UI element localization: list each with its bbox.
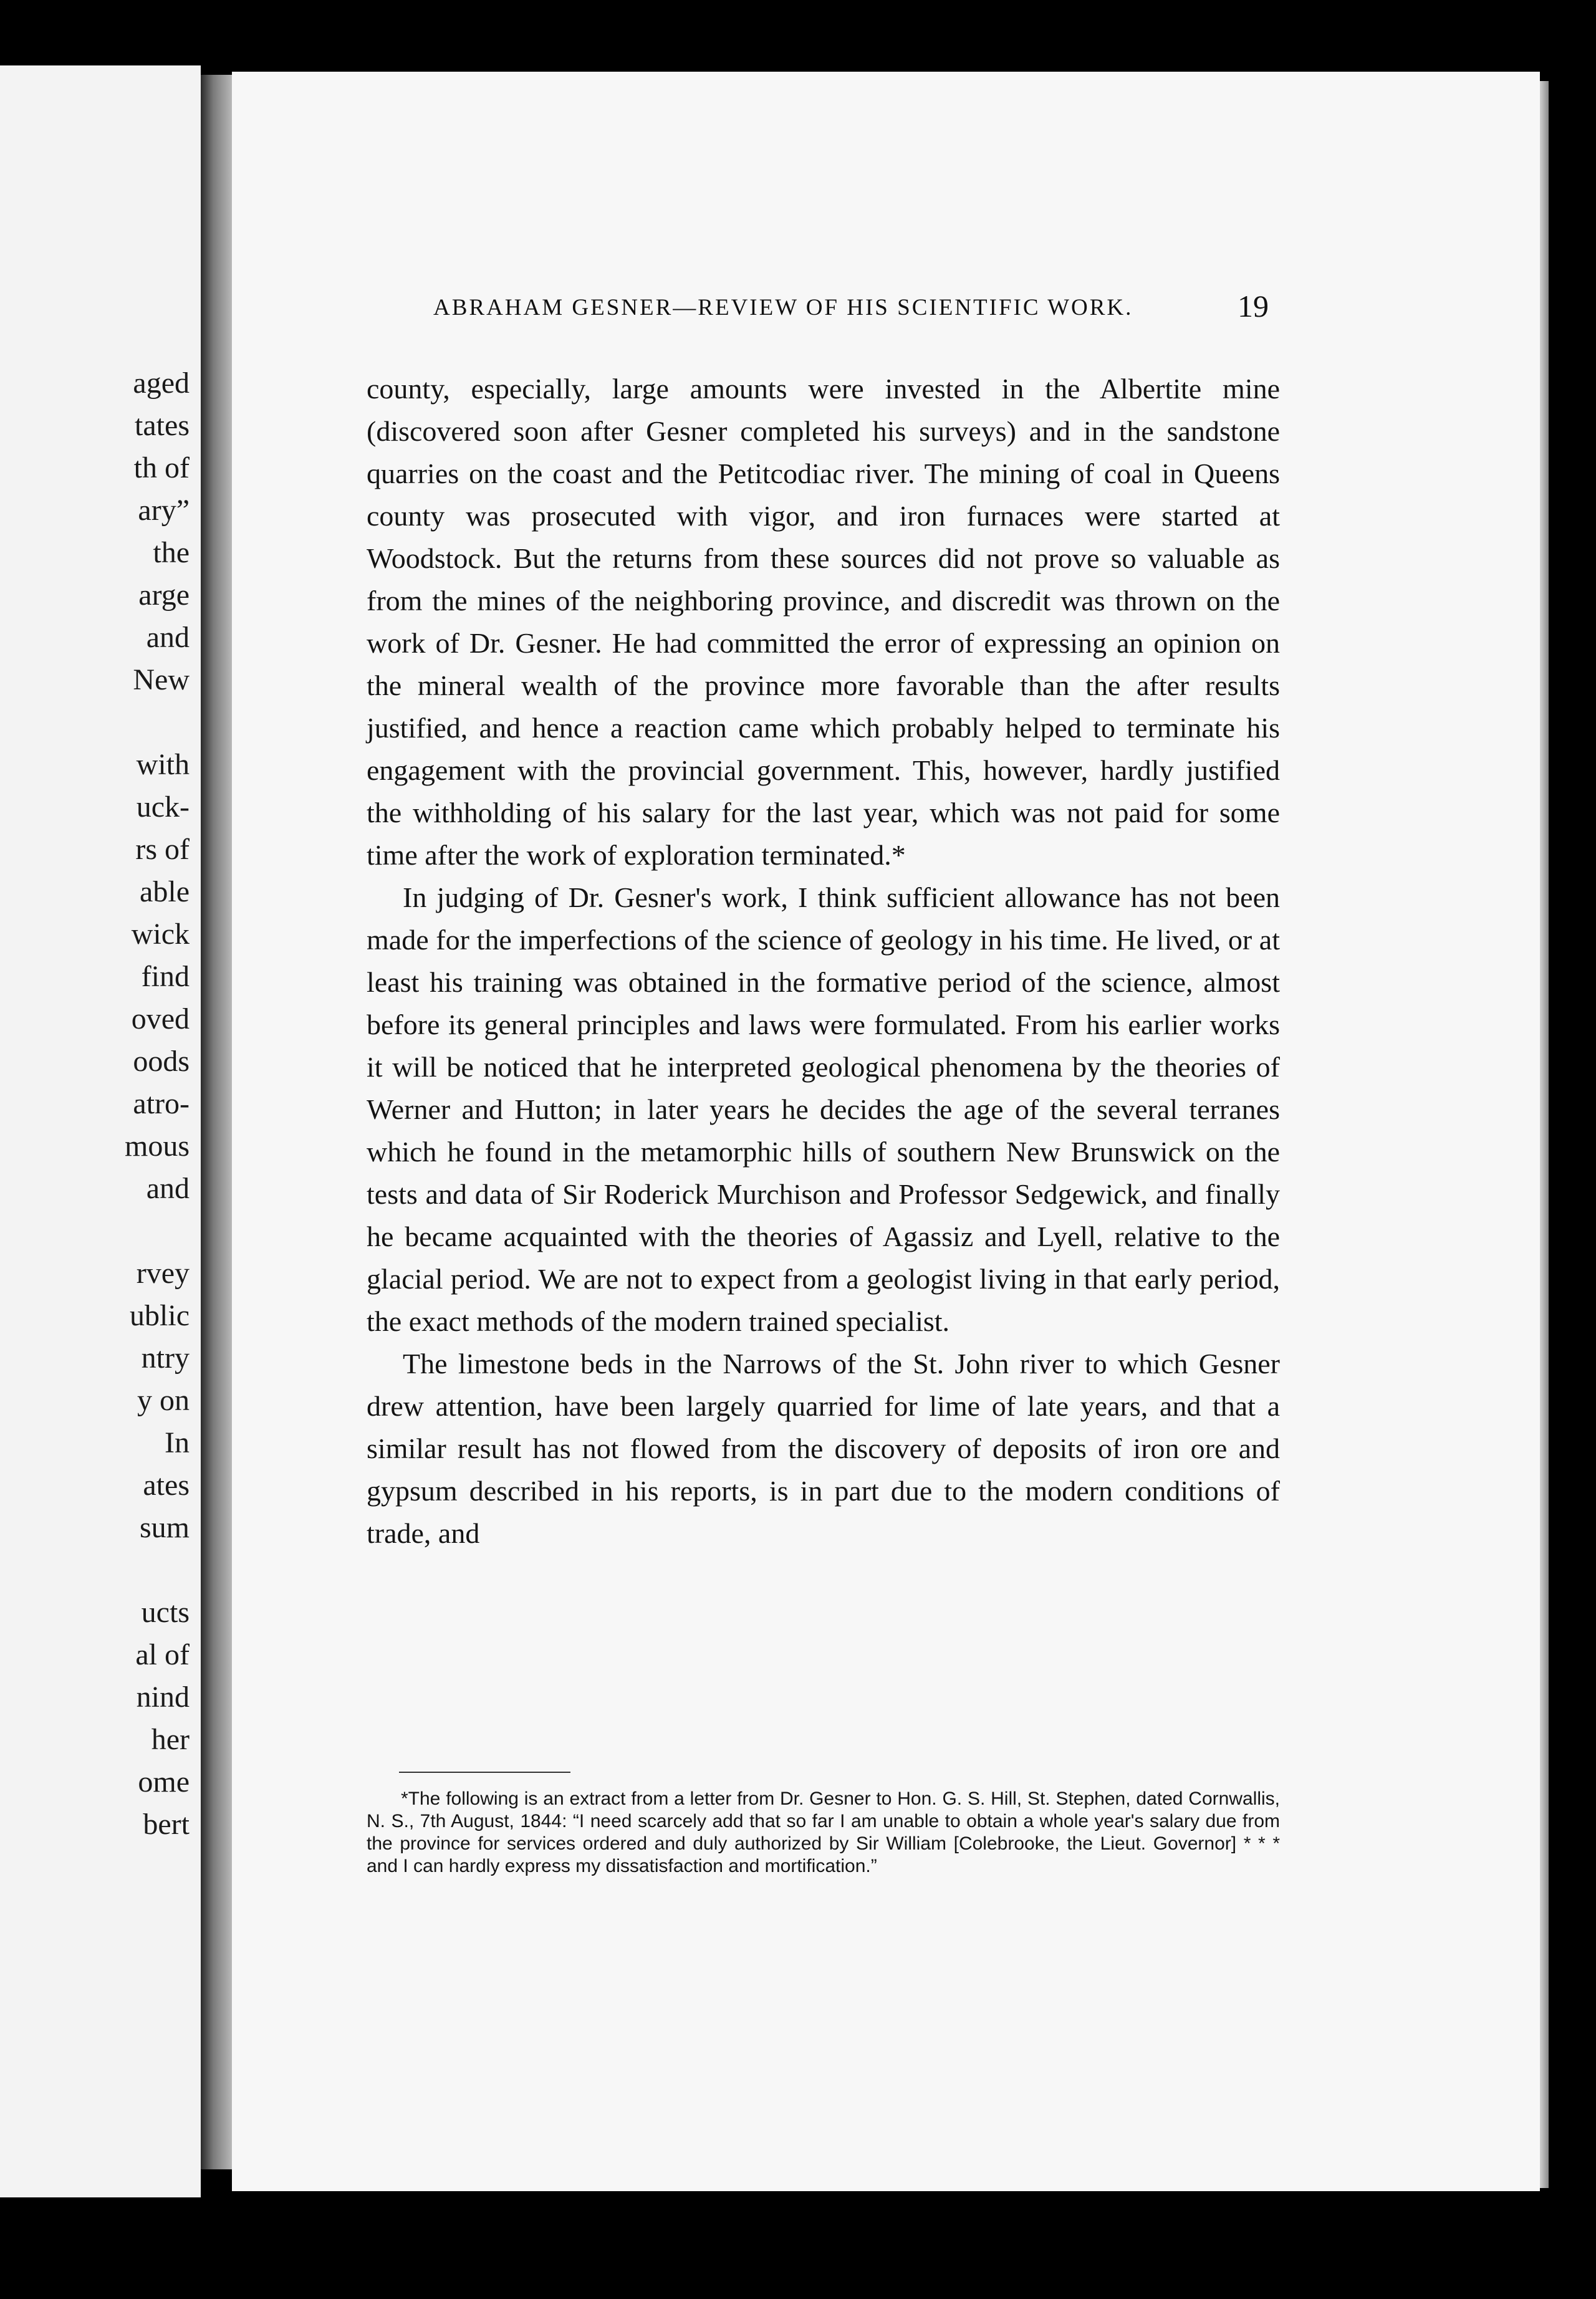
left-page-fragment: aged <box>133 367 190 400</box>
left-page-fragment: her <box>151 1723 190 1756</box>
left-page-fragment: find <box>141 960 190 993</box>
left-page-fragment: ublic <box>130 1299 190 1332</box>
footnote: *The following is an extract from a letter from Dr. Gesner to Hon. G. S. Hill, St. Stephen, dated Cornwallis, N. S., 7th August, 1844: “I need scarcely add that so far I am unable to obtain a whole year's salary due from the province for services ordered and duly authorized by Sir William [Colebrooke, the Lieut. Governor] * * * and I can hardly express my dissatisfaction and mortification.” <box>367 1788 1280 1876</box>
book-gutter <box>201 75 232 2169</box>
body-text <box>367 368 1280 1555</box>
left-page-fragment: the <box>153 536 190 569</box>
footnote-rule <box>399 1772 570 1773</box>
left-page <box>0 65 201 2197</box>
left-page-fragment: ntry <box>141 1341 190 1375</box>
left-page-fragment: able <box>140 875 190 908</box>
paragraph: In judging of Dr. Gesner's work, I think sufficient allowance has not been made for the imperfections of the science of geology in his time. He lived, or at least his training was obtained in the formative period of the science, almost before its general principles and laws were formulated. From his earlier works it will be noticed that he interpreted geological phenomena by the theories of Werner and Hutton; in later years he decides the age of the several terranes which he found in the metamorphic hills of southern New Brunswick on the tests and data of Sir Roderick Murchison and Professor Sedgewick, and finally he became acquainted with the theories of Agassiz and Lyell, relative to the glacial period. We are not to expect from a geologist living in that early period, the exact methods of the modern trained specialist. <box>367 881 1280 1337</box>
left-page-fragment: arge <box>138 578 190 612</box>
left-page-fragment: ucts <box>141 1596 190 1629</box>
left-page-fragment: and <box>146 1172 190 1205</box>
left-page-fragment: rs of <box>135 833 190 866</box>
left-page-fragment: with <box>136 748 190 781</box>
left-page-fragment: th of <box>133 451 190 484</box>
left-page-fragment: New <box>133 663 190 696</box>
page-edge <box>1540 81 1549 2188</box>
left-page-fragment: oved <box>131 1002 190 1035</box>
left-page-fragment: y on <box>137 1384 190 1417</box>
left-page-fragment: In <box>165 1426 190 1459</box>
left-page-fragment: and <box>146 621 190 654</box>
left-page-fragment: ary” <box>138 494 190 527</box>
left-page-fragment: oods <box>133 1045 190 1078</box>
left-page-fragment: mous <box>124 1130 190 1163</box>
left-page-fragment: rvey <box>136 1257 190 1290</box>
paragraph: county, especially, large amounts were invested in the Albertite mine (discovered soon after Gesner completed his surveys) and in the sandstone quarries on the coast and the Petitcodiac river. The mining of coal in Queens county was prosecuted with vigor, and iron furnaces were started at Woodstock. But the returns from these sources did not prove so valuable as from the mines of the neighboring province, and discredit was thrown on the work of Dr. Gesner. He had committed the error of expressing an opinion on the mineral wealth of the province more favorable than the after results justified, and hence a reaction came which probably helped to terminate his engagement with the provincial government. This, however, hardly justified the withholding of his salary for the last year, which was not paid for some time after the work of exploration terminated.* <box>367 373 1280 871</box>
left-page-fragment: ome <box>138 1765 190 1798</box>
page-number: 19 <box>1238 289 1269 324</box>
running-head: ABRAHAM GESNER—REVIEW OF HIS SCIENTIFIC WORK. <box>433 295 1133 320</box>
paragraph: The limestone beds in the Narrows of the St. John river to which Gesner drew attention, have been largely quarried for lime of late years, and that a similar result has not flowed from the discovery of deposits of iron ore and gypsum described in his reports, is in part due to the modern conditions of trade, and <box>367 1348 1280 1549</box>
left-page-fragment: wick <box>131 918 190 951</box>
left-page-fragment: tates <box>135 409 190 442</box>
left-page-fragment: nind <box>136 1681 190 1714</box>
left-page-fragment: al of <box>135 1638 190 1671</box>
left-page-fragment: sum <box>139 1511 190 1544</box>
left-page-fragment: ates <box>143 1469 190 1502</box>
left-page-fragment: atro- <box>133 1087 190 1120</box>
left-page-fragment: bert <box>143 1808 190 1841</box>
left-page-fragment: uck- <box>136 790 190 823</box>
